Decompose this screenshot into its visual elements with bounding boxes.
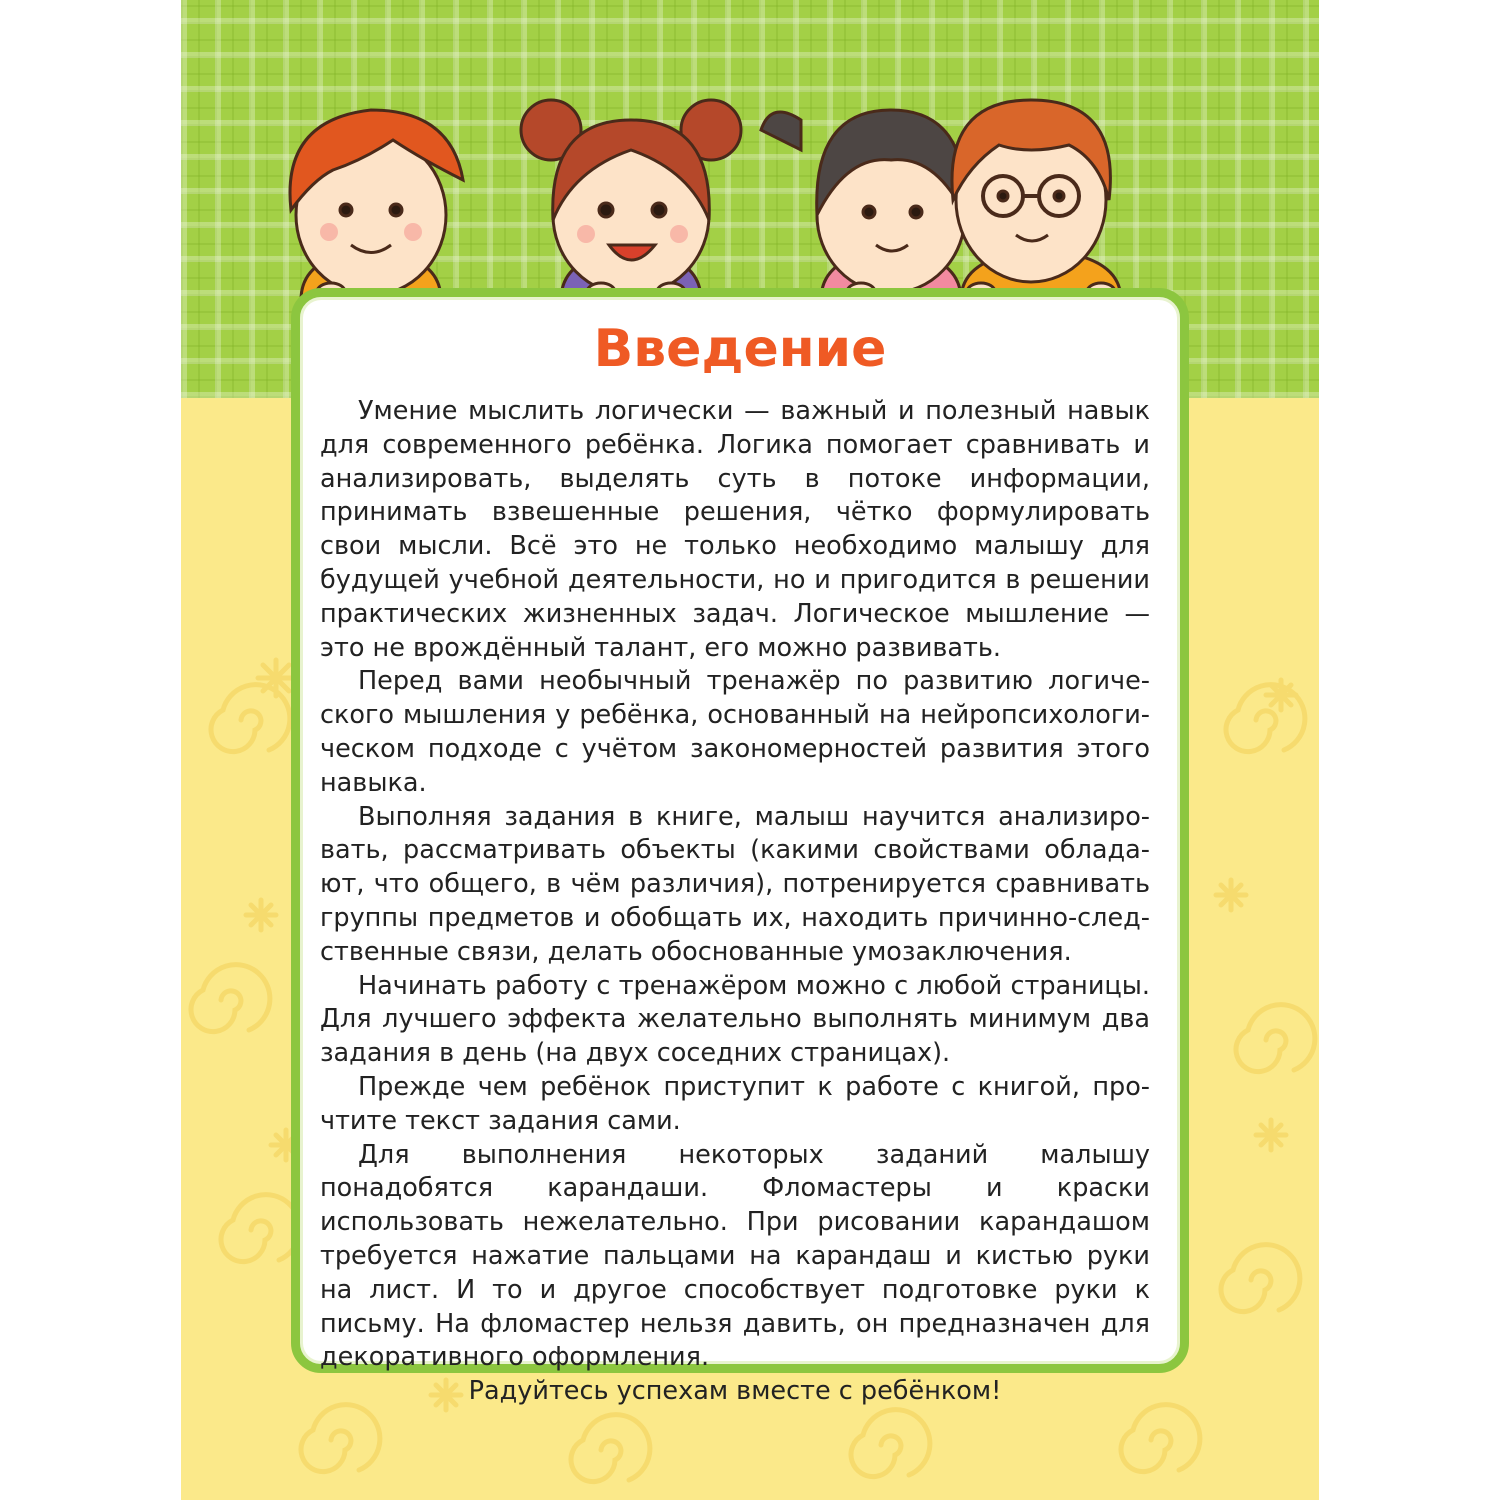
boy-red-hair-figure [290, 110, 463, 301]
girl-buns-figure [521, 100, 741, 301]
star-decoration [1216, 880, 1246, 910]
page-title: Введение [593, 319, 887, 379]
paragraph: Умение мыслить логически — важный и полезный навык для современного ребёнка. Логика помогает сравнивать и анализировать, выделять суть в потоке информации, принимать взвешенные решения, чётко формулировать свои мысли. Всё это не только необходимо малышу для будущей учебной деятельности, но и пригодится в решении практических жизненных задач. Логическое мышление — это не врождённый талант, его можно развивать. [320, 396, 1150, 663]
children-illustration [181, 0, 1319, 320]
intro-body [320, 395, 1150, 1409]
swirl-decoration [301, 1405, 380, 1472]
star-decoration [246, 900, 276, 930]
intro-card [291, 288, 1189, 1407]
closing-line: Радуйтесь успехам вместе с ребёнком! [468, 1376, 1002, 1407]
paragraph: Выполняя задания в книге, малыш научится анализировать, рассматривать объекты (какими свойствами обладают, что общего, в чём различия), потренируется сравнивать группы предметов и обобщать их, находить причинно-следственные связи, делать обоснованные умозаключения. [320, 801, 1150, 967]
star-decoration [1256, 1120, 1286, 1150]
star-decoration [258, 660, 294, 696]
boy-glasses-figure [952, 100, 1121, 301]
swirl-decoration [851, 1410, 930, 1477]
swirl-decoration [571, 1415, 650, 1482]
swirl-decoration [221, 1195, 300, 1262]
book-page [181, 0, 1319, 1500]
paragraph: Начинать работу с тренажёром можно с любой страницы. Для лучшего эффекта желательно выполнять минимум два задания в день (на двух соседних страницах). [320, 970, 1150, 1069]
swirl-decoration [191, 965, 270, 1032]
paragraph: Перед вами необычный тренажёр по развитию логического мышления у ребёнка, основанный на нейропсихологическом подходе с учётом закономерностей развития этого навыка. [320, 666, 1150, 798]
swirl-decoration [1121, 1405, 1200, 1472]
star-decoration [1266, 680, 1296, 710]
swirl-decoration [1236, 1005, 1315, 1072]
swirl-decoration [1221, 1245, 1300, 1312]
paragraph: Прежде чем ребёнок приступит к работе с книгой, прочтите текст задания сами. [320, 1071, 1150, 1136]
paragraph: Для выполнения некоторых заданий малышу понадобятся карандаши. Фломастеры и краски использовать нежелательно. При рисовании карандашом требуется нажатие пальцами на карандаш и кистью руки на лист. И то и другое способствует подготовке руки к письму. На фломастер нельзя давить, он предназначен для декоративного оформления. [320, 1139, 1150, 1373]
